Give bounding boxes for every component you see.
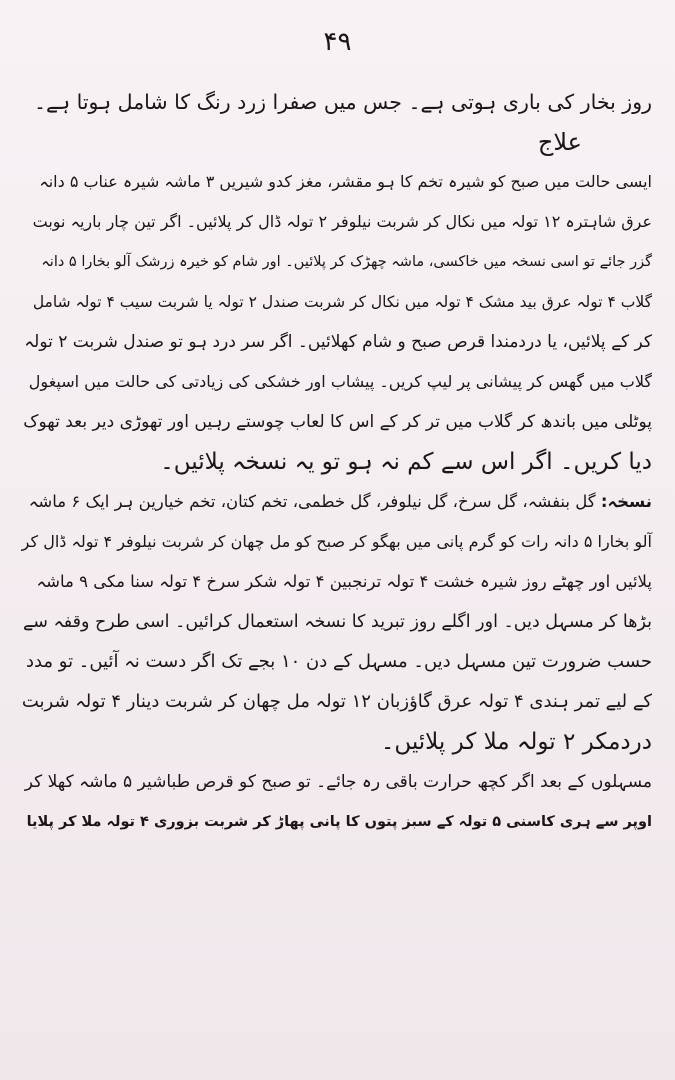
recipe-text: گل بنفشہ، گل سرخ، گل نیلوفر، گل خطمی، تخم کتان، تخم خیارین ہر ایک ۶ ماشہ [28,492,601,511]
text-line: گزر جائے تو اسی نسخہ میں خاکسی، ماشہ چھڑک کر پلائیں۔ اور شام کو خیرہ زرشک آلو بخارا ۵ دانہ [41,254,652,270]
text-line: مسہلوں کے بعد اگر کچھ حرارت باقی رہ جائے۔ تو صبح کو قرص طباشیر ۵ ماشہ کھلا کر [24,772,652,792]
text-line: روز بخار کی باری ہوتی ہے۔ جس میں صفرا زرد رنگ کا شامل ہوتا ہے۔ [34,90,652,114]
text-line: دیا کریں۔ اگر اس سے کم نہ ہو تو یہ نسخہ پلائیں۔ [160,449,652,475]
recipe-label: نسخہ: [600,492,652,511]
text-line: گلاب میں گھس کر پیشانی پر لیپ کریں۔ پیشاب اور خشکی کی زیادتی کی حالت میں اسپغول [28,372,652,391]
text-line: حسب ضرورت تین مسہل دیں۔ مسہل کے دن ۱۰ بجے تک اگر دست نہ آئیں۔ تو مدد [25,651,652,672]
text-line: ایسی حالت میں صبح کو شیرہ تخم کا ہو مقشر، مغز کدو شیریں ۳ ماشہ شیرہ عناب ۵ دانہ [39,172,652,191]
section-heading: علاج [537,128,582,156]
text-line: پوٹلی میں باندھ کر گلاب میں تر کر کے اس کا لعاب چوستے رہیں اور تھوڑی دیر بعد تھوک [23,412,652,432]
text-line: دردمکر ۲ تولہ ملا کر پلائیں۔ [380,729,652,755]
text-line: کے لیے تمر ہندی ۴ تولہ عرق گاؤزبان ۱۲ تولہ مل چھان کر شربت دینار ۴ تولہ شربت [21,691,652,712]
text-line: عرق شاہترہ ۱۲ تولہ میں نکال کر شربت نیلوفر ۲ تولہ ڈال کر پلائیں۔ اگر تین چار باریہ نوبت [32,212,652,231]
text-line: پلائیں اور چھٹے روز شیرہ خشت ۴ تولہ ترنجبین ۴ تولہ شکر سرخ ۴ تولہ سنا مکی ۹ ماشہ [36,572,652,591]
text-line: گلاب ۴ تولہ عرق بید مشک ۴ تولہ میں نکال کر شربت صندل ۲ تولہ یا شربت سیب ۴ تولہ شامل [32,293,652,311]
text-line: اوپر سے ہری کاسنی ۵ تولہ کے سبز پتوں کا پانی پھاڑ کر شربت بزوری ۴ تولہ ملا کر پلایا [26,814,652,830]
text-line: بڑھا کر مسہل دیں۔ اور اگلے روز تبرید کا نسخہ استعمال کرائیں۔ اسی طرح وقفہ سے [23,612,652,632]
text-line: کر کے پلائیں، یا دردمندا قرص صبح و شام کھلائیں۔ اگر سر درد ہو تو صندل شربت ۲ تولہ [24,332,652,352]
page-body [22,82,652,842]
recipe-line [22,482,652,522]
page-number: ۴۹ [323,27,352,57]
text-line: آلو بخارا ۵ دانہ رات کو گرم پانی میں بھگو کر صبح کو مل چھان کر شربت نیلوفر ۴ تولہ ڈال کر [21,532,652,551]
